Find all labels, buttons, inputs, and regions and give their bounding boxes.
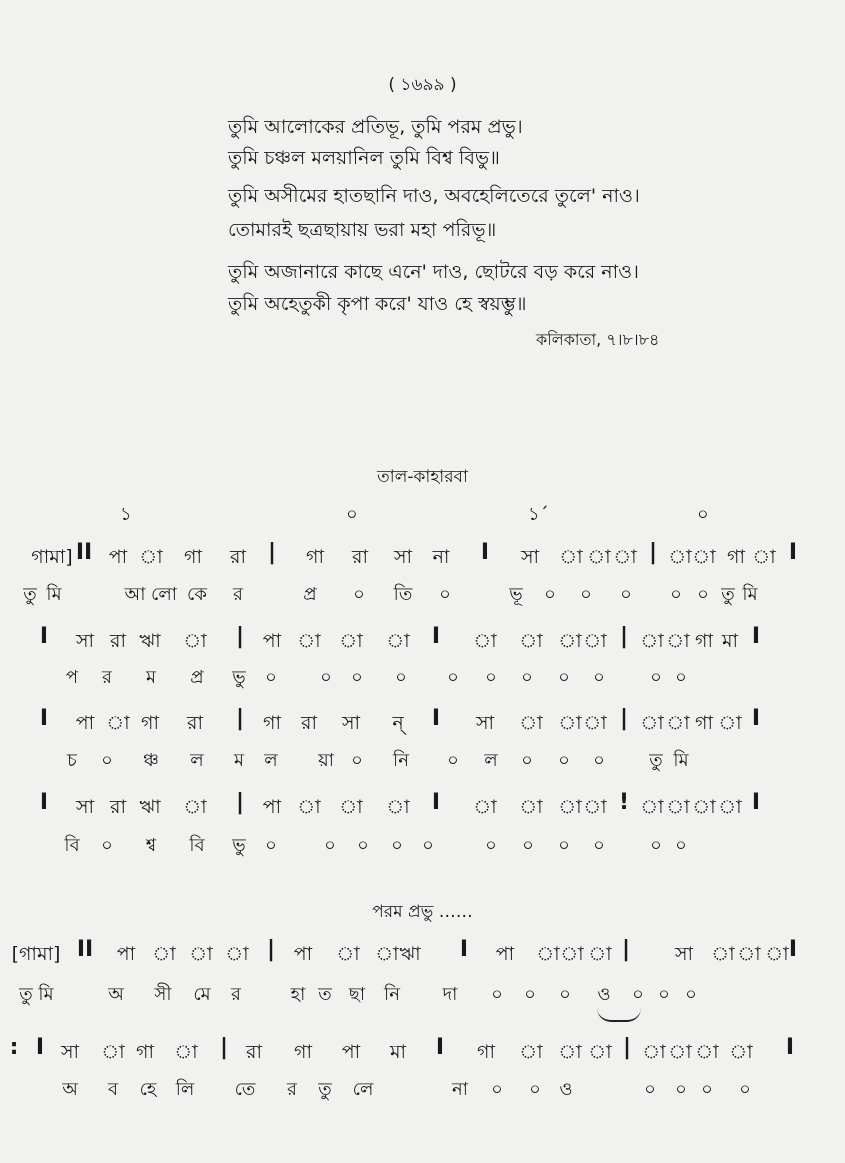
note-7: |: [266, 937, 276, 962]
note-15: া: [583, 630, 607, 652]
syllable-9: নি: [393, 750, 409, 771]
note-13: া: [519, 796, 543, 818]
note-15: া: [583, 796, 607, 818]
syllable-14: ০: [593, 835, 605, 856]
note-2: I: [35, 1035, 45, 1060]
syllable-1: চ: [67, 750, 77, 771]
syllable-10: ০: [447, 750, 459, 771]
notation-row-6: [0, 1035, 845, 1068]
syllable-4: বি: [189, 835, 205, 856]
syllable-row-5: [0, 980, 845, 1010]
syllable-12: ০: [521, 750, 533, 771]
syllable-15: ০: [670, 584, 682, 605]
note-12: সা: [475, 712, 495, 734]
syllable-5: ভু: [232, 835, 246, 856]
syllable-3: ম: [146, 667, 156, 688]
syllable-6: ল: [264, 750, 278, 771]
note-11: না: [432, 546, 450, 568]
note-16: |: [619, 706, 629, 731]
note-8: রা: [246, 1041, 262, 1063]
syllable-7: ০: [324, 835, 336, 856]
note-5: া: [183, 796, 207, 818]
note-2: সা: [75, 796, 95, 818]
syllable-12: ও: [559, 1079, 573, 1100]
syllable-6: র: [233, 584, 243, 605]
syllable-9: না: [452, 1079, 468, 1100]
note-12: I: [480, 540, 490, 565]
syllable-11: ০: [485, 667, 497, 688]
note-5: া: [183, 630, 207, 652]
syllable-1: তু: [19, 984, 33, 1005]
beat-mark-2: ০: [346, 504, 358, 525]
beat-mark-3: ১´: [528, 504, 549, 525]
lyric-line-4: তোমারই ছত্রছায়ায় ভরা মহা পরিভূ॥: [228, 219, 497, 241]
note-17: |: [622, 1035, 632, 1060]
syllable-8: ০: [351, 750, 363, 771]
syllable-13: ০: [558, 835, 570, 856]
note-20: া: [718, 712, 742, 734]
syllable-7: প্র: [303, 584, 317, 605]
syllable-1: বি: [64, 835, 80, 856]
note-19: া: [692, 546, 716, 568]
syllable-3: হে: [139, 1079, 157, 1100]
notation-row-1: [0, 540, 845, 573]
note-10: সা: [393, 546, 413, 568]
note-6: |: [235, 624, 245, 649]
syllable-5: তে: [234, 1079, 256, 1100]
syllable-row-2: [0, 663, 845, 693]
syllable-7: তু: [318, 1079, 332, 1100]
syllable-9: ০: [391, 835, 403, 856]
syllable-10: ০: [491, 1079, 503, 1100]
note-9: া: [339, 796, 363, 818]
note-6: া: [225, 943, 249, 965]
note-13: পা: [495, 943, 515, 965]
note-18: া: [668, 546, 692, 568]
tal-heading: তাল-কাহারবা: [377, 467, 468, 487]
syllable-4: ল: [190, 750, 204, 771]
note-19: া: [668, 1041, 692, 1063]
note-14: া: [519, 1041, 543, 1063]
note-9: সা: [341, 712, 361, 734]
note-21: I: [751, 706, 761, 731]
note-3: া: [106, 712, 130, 734]
note-9: া: [339, 630, 363, 652]
lyric-line-3: তুমি অসীমের হাতছানি দাও, অবহেলিতেরে তুলে' নাও।: [228, 185, 640, 207]
syllable-15: ০: [650, 667, 662, 688]
note-5: গা: [136, 1041, 154, 1063]
note-13: সা: [520, 546, 540, 568]
syllable-row-6: [0, 1075, 845, 1105]
subheading: পরম প্রভু ……: [372, 902, 473, 922]
syllable-15: ০: [650, 835, 662, 856]
note-9: া: [336, 943, 360, 965]
note-8: গা: [306, 546, 324, 568]
note-11: I: [431, 790, 441, 815]
note-17: া: [640, 712, 664, 734]
note-4: া: [139, 546, 163, 568]
note-7: পা: [262, 796, 282, 818]
note-2: পা: [75, 712, 95, 734]
syllable-4: লি: [175, 1079, 195, 1100]
note-19: গা: [695, 712, 713, 734]
note-1: গামা]: [31, 546, 73, 568]
syllable-8: ০: [351, 667, 363, 688]
note-20: া: [718, 796, 742, 818]
syllable-5: ম: [234, 750, 244, 771]
note-6: রা: [230, 546, 246, 568]
note-20: গা: [727, 546, 745, 568]
note-14: া: [558, 630, 582, 652]
note-22: I: [788, 540, 798, 565]
note-8: পা: [293, 943, 313, 965]
note-5: া: [189, 943, 213, 965]
syllable-18: মি: [742, 584, 758, 605]
lyric-line-5: তুমি অজানারে কাছে এনে' দাও, ছোটরে বড় করে নাও।: [228, 261, 639, 283]
syllable-16: ০: [697, 584, 709, 605]
syllable-3: অ: [108, 984, 124, 1005]
syllable-8: লে: [352, 1079, 374, 1100]
note-11: মা: [389, 1041, 407, 1063]
note-6: |: [235, 790, 245, 815]
syllable-16: ০: [739, 1079, 751, 1100]
note-3: পা: [108, 546, 128, 568]
syllable-17: তু: [721, 584, 735, 605]
place-date: কলিকাতা, ৭।৮।৮৪: [536, 330, 660, 349]
note-17: |: [648, 540, 658, 565]
note-11: I: [431, 624, 441, 649]
note-13: া: [519, 712, 543, 734]
syllable-12: ০: [521, 667, 533, 688]
note-16: |: [619, 624, 629, 649]
syllable-10: ০: [422, 835, 434, 856]
notation-row-3: [0, 706, 845, 739]
syllable-11: দা: [442, 984, 458, 1005]
note-14: া: [536, 943, 560, 965]
note-21: া: [729, 1041, 753, 1063]
note-16: !: [618, 790, 630, 815]
note-8: া: [297, 796, 321, 818]
syllable-6: ০: [265, 835, 277, 856]
syllable-5: কে: [187, 584, 207, 605]
syllable-14: ০: [620, 584, 632, 605]
note-12: I: [459, 937, 469, 962]
note-21: I: [751, 790, 761, 815]
note-18: া: [642, 1041, 666, 1063]
note-21: I: [751, 624, 761, 649]
note-9: রা: [352, 546, 368, 568]
syllable-9: তি: [393, 584, 413, 605]
syllable-9: ছা: [348, 984, 366, 1005]
note-4: গা: [141, 712, 159, 734]
syllable-10: নি: [384, 984, 400, 1005]
notation-row-5: [0, 937, 845, 970]
note-16: া: [613, 546, 637, 568]
note-2: II: [76, 937, 94, 962]
syllable-5: ভু: [232, 667, 246, 688]
lyric-line-2: তুমি চঞ্চল মলয়ানিল তুমি বিশ্ব বিভু॥: [228, 147, 500, 169]
note-1: I: [39, 706, 49, 731]
syllable-16: ০: [632, 984, 644, 1005]
note-22: I: [785, 1035, 795, 1060]
note-10: ন্: [392, 712, 404, 734]
syllable-row-1: [0, 580, 845, 610]
note-13: গা: [477, 1041, 495, 1063]
note-4: া: [152, 943, 176, 965]
note-4: ঋা: [139, 630, 161, 652]
note-8: া: [297, 630, 321, 652]
syllable-2: ০: [101, 750, 113, 771]
note-17: া: [640, 630, 664, 652]
note-17: |: [621, 937, 631, 962]
syllable-12: ০: [491, 984, 503, 1005]
syllable-row-3: [0, 746, 845, 776]
syllable-2: ০: [101, 835, 113, 856]
syllable-8: ০: [357, 835, 369, 856]
note-22: I: [788, 937, 798, 962]
syllable-11: ভূ: [509, 584, 523, 605]
syllable-8: ত: [318, 984, 332, 1005]
syllable-14: ০: [675, 1079, 687, 1100]
syllable-17: ০: [658, 984, 670, 1005]
syllable-15: ০: [701, 1079, 713, 1100]
note-12: I: [435, 1035, 445, 1060]
note-18: া: [666, 712, 690, 734]
syllable-2: মি: [46, 584, 62, 605]
note-16: া: [588, 943, 612, 965]
note-14: া: [559, 546, 583, 568]
syllable-13: ০: [558, 750, 570, 771]
note-21: া: [752, 546, 776, 568]
syllable-7: য়া: [318, 750, 334, 771]
note-3: রা: [110, 796, 126, 818]
note-6: া: [174, 1041, 198, 1063]
note-13: া: [519, 630, 543, 652]
note-15: া: [587, 546, 611, 568]
note-1: [গামা]: [11, 943, 61, 965]
note-2: সা: [75, 630, 95, 652]
note-4: ঋা: [139, 796, 161, 818]
syllable-11: ল: [484, 750, 498, 771]
syllable-5: মে: [193, 984, 211, 1005]
note-1: I: [39, 624, 49, 649]
song-number: ( ১৬৯৯ ): [388, 75, 457, 95]
note-3: পা: [116, 943, 136, 965]
note-21: া: [765, 943, 789, 965]
syllable-16: মি: [673, 750, 689, 771]
note-20: া: [737, 943, 761, 965]
note-15: া: [558, 1041, 582, 1063]
note-9: গা: [294, 1041, 312, 1063]
syllable-16: ০: [675, 667, 687, 688]
syllable-4: সী: [154, 984, 172, 1005]
note-12: া: [473, 630, 497, 652]
syllable-13: ০: [558, 667, 570, 688]
lyric-line-1: তুমি আলোকের প্রতিভূ, তুমি পরম প্রভু।: [228, 116, 523, 138]
syllable-2: মি: [38, 984, 54, 1005]
syllable-1: তু: [23, 584, 37, 605]
syllable-14: ০: [593, 667, 605, 688]
syllable-8: ০: [353, 584, 365, 605]
note-19: গা: [695, 630, 713, 652]
note-10: া: [375, 943, 399, 965]
note-1: I: [39, 790, 49, 815]
note-10: পা: [341, 1041, 361, 1063]
note-6: |: [235, 706, 245, 731]
syllable-3: ঞ্চ: [143, 750, 159, 771]
note-4: া: [101, 1041, 125, 1063]
syllable-14: ০: [593, 750, 605, 771]
syllable-7: ০: [320, 667, 332, 688]
syllable-11: ০: [485, 835, 497, 856]
note-20: া: [695, 1041, 719, 1063]
syllable-13: ০: [644, 1079, 656, 1100]
note-5: গা: [184, 546, 202, 568]
note-16: া: [588, 1041, 612, 1063]
syllable-10: ০: [439, 584, 451, 605]
note-3: রা: [110, 630, 126, 652]
note-14: া: [558, 796, 582, 818]
syllable-11: ০: [529, 1079, 541, 1100]
note-11: ঋা: [399, 943, 421, 965]
syllable-1: অ: [62, 1079, 78, 1100]
syllable-12: ০: [522, 835, 534, 856]
note-18: া: [666, 630, 690, 652]
syllable-6: র: [287, 1079, 297, 1100]
syllable-10: ০: [447, 667, 459, 688]
note-7: পা: [262, 630, 282, 652]
note-15: া: [560, 943, 584, 965]
syllable-9: ০: [395, 667, 407, 688]
syllable-15: ও: [597, 984, 611, 1005]
beat-mark-4: ০: [697, 504, 709, 525]
note-18: া: [666, 796, 690, 818]
syllable-12: ০: [544, 584, 556, 605]
note-7: গা: [263, 712, 281, 734]
syllable-1: প: [65, 667, 79, 688]
note-14: া: [558, 712, 582, 734]
note-8: রা: [301, 712, 317, 734]
syllable-4: প্র: [190, 667, 204, 688]
note-10: া: [386, 630, 410, 652]
syllable-16: ০: [675, 835, 687, 856]
syllable-4: লো: [151, 584, 177, 605]
note-11: I: [431, 706, 441, 731]
note-5: রা: [187, 712, 203, 734]
syllable-13: ০: [580, 584, 592, 605]
note-18: সা: [674, 943, 694, 965]
syllable-18: ০: [685, 984, 697, 1005]
beat-mark-1: ১: [120, 504, 132, 525]
syllable-14: ০: [559, 984, 571, 1005]
note-7: |: [219, 1035, 229, 1060]
syllable-row-4: [0, 831, 845, 861]
syllable-6: র: [231, 984, 241, 1005]
note-19: া: [711, 943, 735, 965]
note-15: া: [583, 712, 607, 734]
note-2: II: [75, 540, 93, 565]
note-12: া: [473, 796, 497, 818]
note-10: া: [386, 796, 410, 818]
note-7: |: [267, 540, 277, 565]
note-20: মা: [721, 630, 739, 652]
syllable-2: র: [102, 667, 112, 688]
syllable-13: ০: [524, 984, 536, 1005]
slur-mark: [597, 1008, 641, 1022]
syllable-2: ব: [107, 1079, 119, 1100]
notation-row-2: [0, 624, 845, 657]
note-19: া: [692, 796, 716, 818]
syllable-15: তু: [649, 750, 663, 771]
note-3: সা: [60, 1041, 80, 1063]
note-1: :: [9, 1035, 19, 1060]
note-17: া: [640, 796, 664, 818]
syllable-6: ০: [265, 667, 277, 688]
syllable-3: শ্ব: [145, 835, 157, 856]
notation-row-4: [0, 790, 845, 823]
syllable-3: আ: [124, 584, 146, 605]
syllable-7: হা: [290, 984, 306, 1005]
lyric-line-6: তুমি অহেতুকী কৃপা করে' যাও হে স্বয়ম্ভু॥: [228, 293, 527, 315]
